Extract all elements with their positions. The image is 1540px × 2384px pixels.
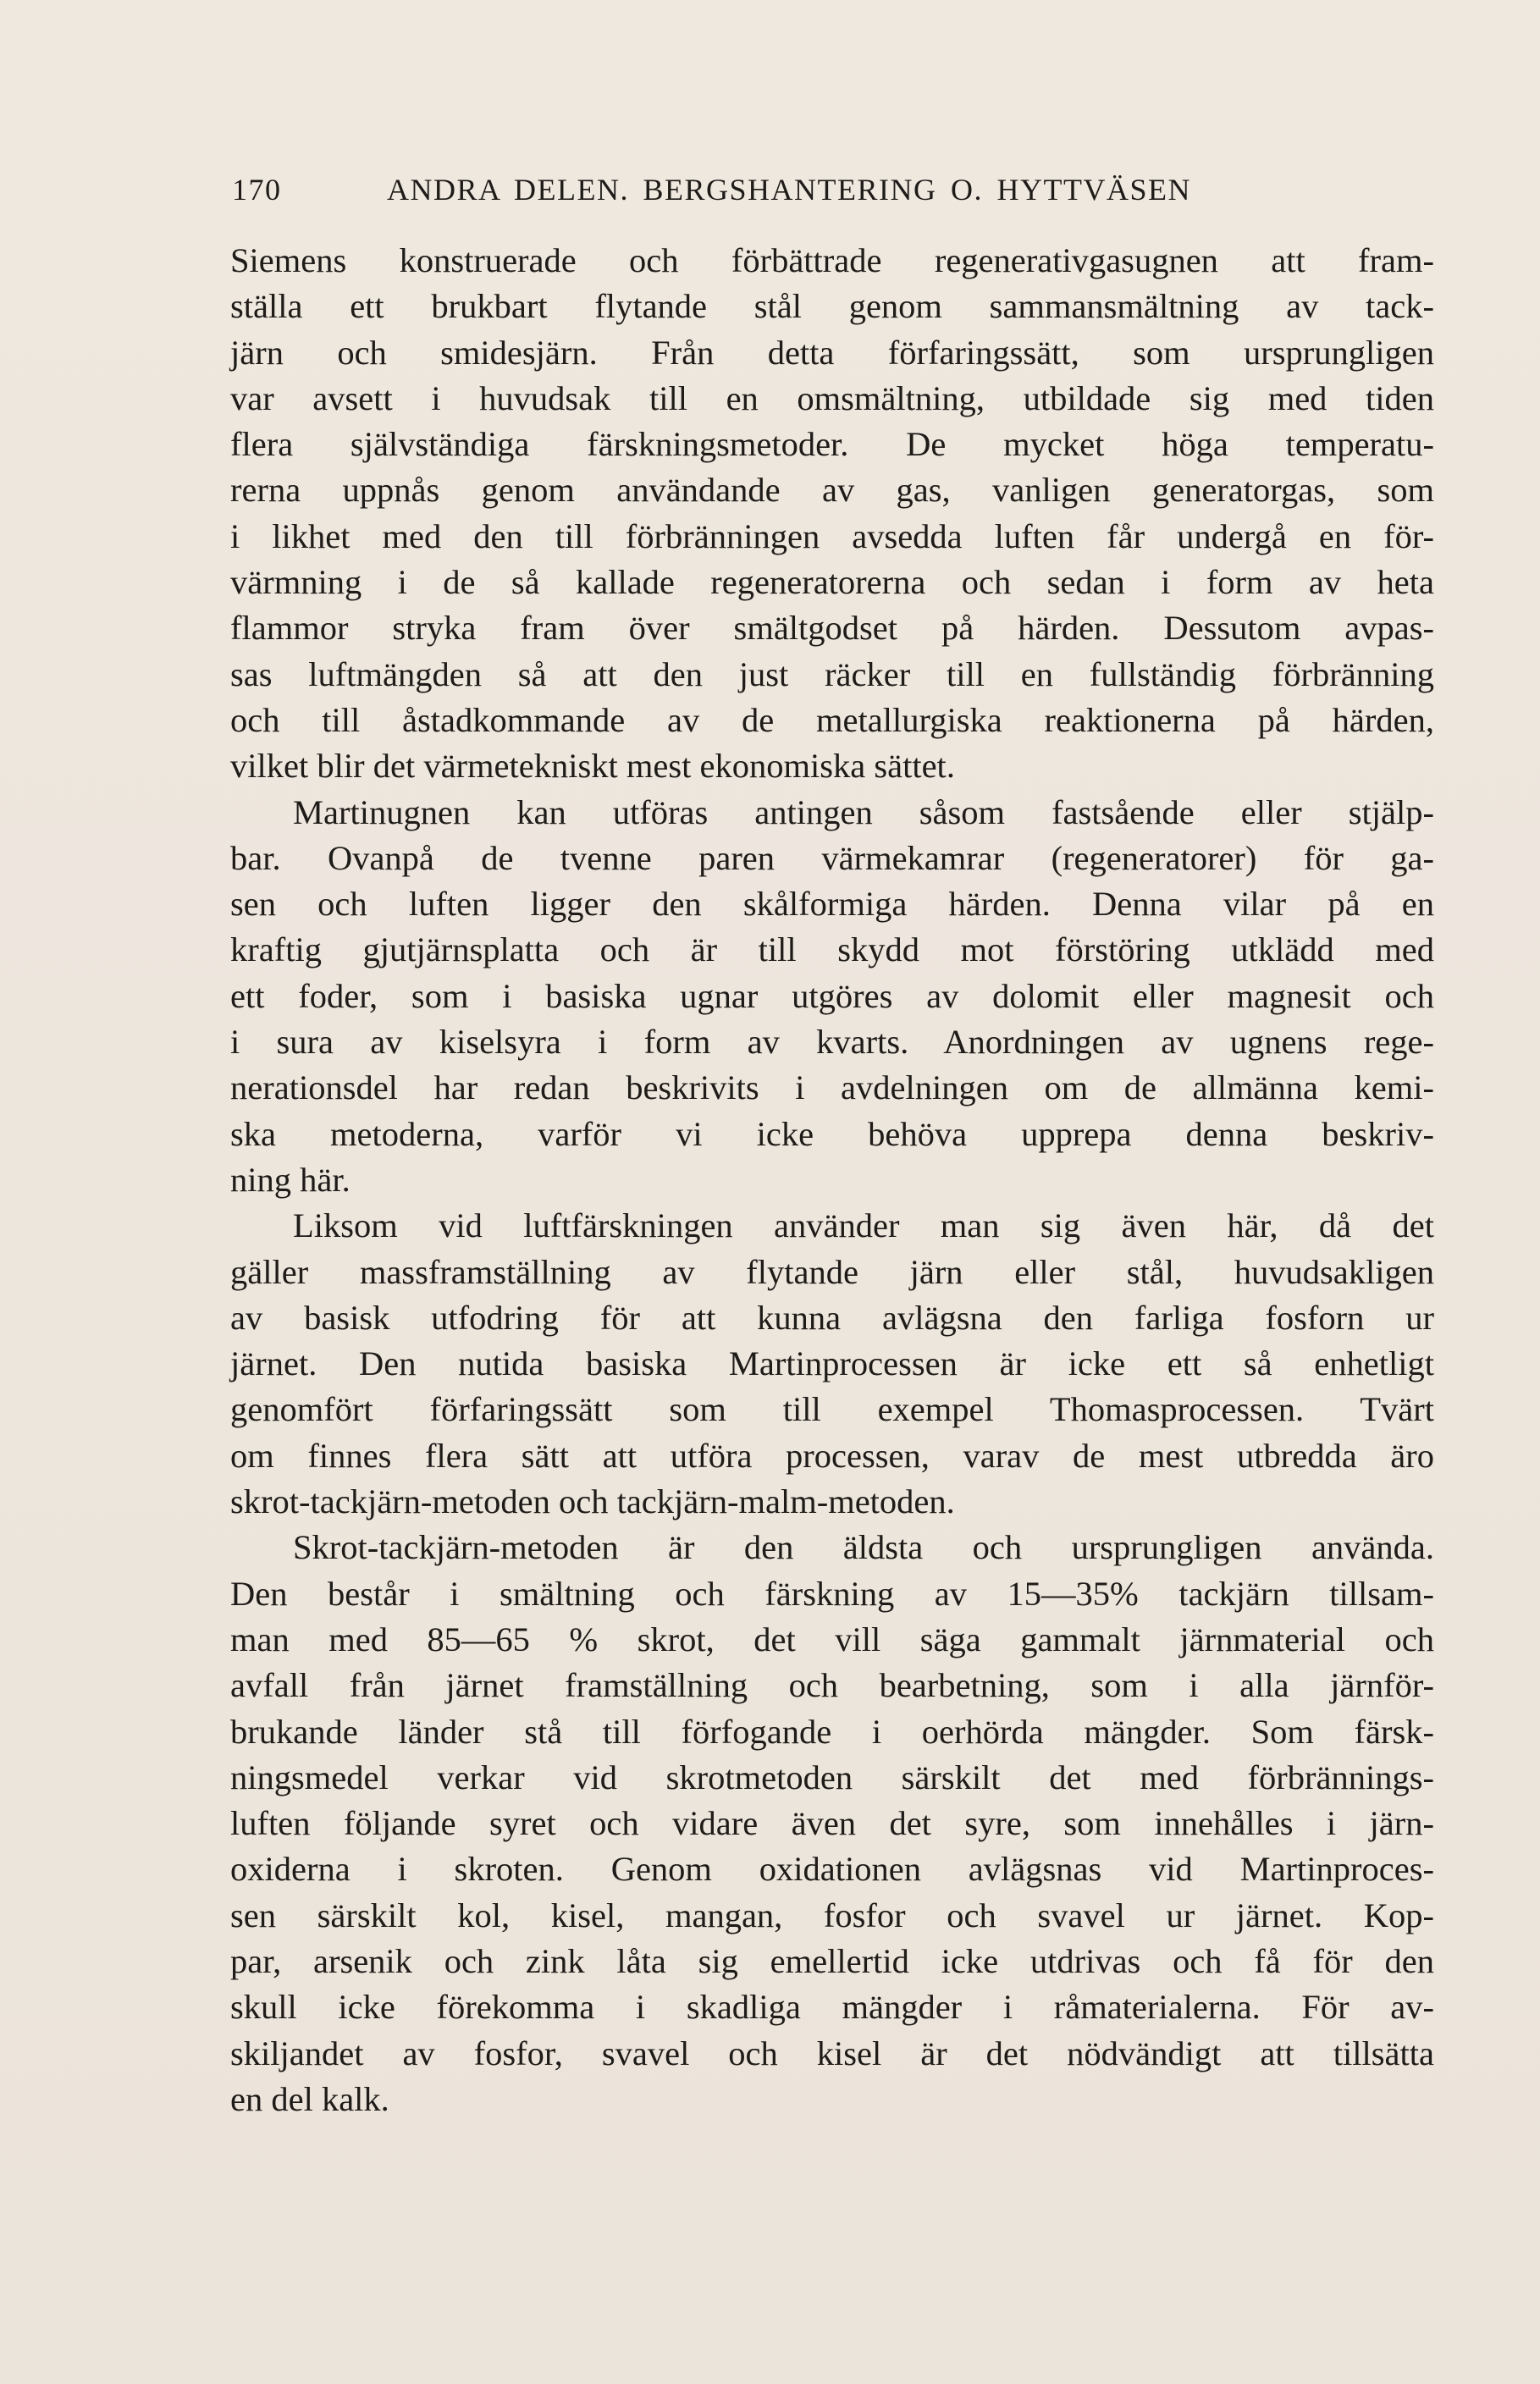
text-line: luften följande syret och vidare även det syre, som innehålles i järn- xyxy=(230,1804,1434,1843)
text-line: och till åstadkommande av de metallurgiska reaktionerna på härden, xyxy=(230,700,1434,739)
text-line: skrot-tackjärn-metoden och tackjärn-malm-metoden. xyxy=(230,1482,955,1521)
text-line: järn och smidesjärn. Från detta förfaringssätt, som ursprungligen xyxy=(230,333,1434,372)
text-line: vilket blir det värmetekniskt mest ekonomiska sättet. xyxy=(230,747,955,786)
text-line: ningsmedel verkar vid skrotmetoden särskilt det med förbrännings- xyxy=(230,1758,1434,1796)
text-line: en del kalk. xyxy=(230,2079,389,2118)
page-number: 170 xyxy=(232,173,282,207)
text-line: sen och luften ligger den skålformiga härden. Denna vilar på en xyxy=(230,885,1434,924)
text-line: Liksom vid luftfärskningen använder man sig även här, då det xyxy=(293,1206,1434,1245)
running-head xyxy=(232,169,1434,210)
text-line: brukande länder stå till förfogande i oerhörda mängder. Som färsk- xyxy=(230,1712,1434,1751)
text-line: Martinugnen kan utföras antingen såsom fastsående eller stjälp- xyxy=(293,792,1434,831)
text-line: genomfört förfaringssätt som till exempel Thomasprocessen. Tvärt xyxy=(230,1390,1434,1429)
text-line: ska metoderna, varför vi icke behöva upprepa denna beskriv- xyxy=(230,1114,1434,1153)
text-line: i likhet med den till förbränningen avsedda luften får undergå en för- xyxy=(230,516,1434,555)
text-line: rerna uppnås genom användande av gas, vanligen generatorgas, som xyxy=(230,471,1434,510)
text-line: Skrot-tackjärn-metoden är den äldsta och ursprungligen använda. xyxy=(293,1528,1434,1567)
text-line: om finnes flera sätt att utföra processen, varav de mest utbredda äro xyxy=(230,1436,1434,1475)
text-line: gäller massframställning av flytande järn eller stål, huvudsakligen xyxy=(230,1252,1434,1291)
text-line: flammor stryka fram över smältgodset på härden. Dessutom avpas- xyxy=(230,609,1434,648)
text-line: oxiderna i skroten. Genom oxidationen avlägsnas vid Martinproces- xyxy=(230,1850,1434,1889)
text-line: Siemens konstruerade och förbättrade regenerativgasugnen att fram- xyxy=(230,241,1434,279)
text-line: ning här. xyxy=(230,1160,351,1199)
text-line: i sura av kiselsyra i form av kvarts. Anordningen av ugnens rege- xyxy=(230,1023,1434,1062)
text-line: avfall från järnet framställning och bearbetning, som i alla järnför- xyxy=(230,1666,1434,1705)
running-title: ANDRA DELEN. BERGSHANTERING O. HYTTVÄSEN xyxy=(387,173,1191,207)
text-line: värmning i de så kallade regeneratorerna och sedan i form av heta xyxy=(230,563,1434,602)
text-line: var avsett i huvudsak till en omsmältning, utbildade sig med tiden xyxy=(230,378,1434,417)
text-line: man med 85—65 % skrot, det vill säga gammalt järnmaterial och xyxy=(230,1620,1434,1658)
text-line: sen särskilt kol, kisel, mangan, fosfor och svavel ur järnet. Kop- xyxy=(230,1896,1434,1934)
text-line: par, arsenik och zink låta sig emellertid icke utdrivas och få för den xyxy=(230,1941,1434,1980)
text-line: nerationsdel har redan beskrivits i avdelningen om de allmänna kemi- xyxy=(230,1068,1434,1107)
text-line: av basisk utfodring för att kunna avlägsna den farliga fosforn ur xyxy=(230,1298,1434,1337)
text-line: Den består i smältning och färskning av 15—35% tackjärn tillsam- xyxy=(230,1574,1434,1613)
text-line: ställa ett brukbart flytande stål genom sammansmältning av tack- xyxy=(230,287,1434,326)
text-line: kraftig gjutjärnsplatta och är till skydd mot förstöring utklädd med xyxy=(230,930,1434,969)
text-line: järnet. Den nutida basiska Martinprocessen är icke ett så enhetligt xyxy=(230,1344,1434,1383)
text-line: skull icke förekomma i skadliga mängder i råmaterialerna. För av- xyxy=(230,1988,1434,2027)
text-line: sas luftmängden så att den just räcker till en fullständig förbränning xyxy=(230,654,1434,693)
text-line: ett foder, som i basiska ugnar utgöres av dolomit eller magnesit och xyxy=(230,976,1434,1015)
text-line: flera självständiga färskningsmetoder. De mycket höga temperatu- xyxy=(230,425,1434,464)
body-text xyxy=(230,238,1434,2122)
text-line: bar. Ovanpå de tvenne paren värmekamrar (regeneratorer) för ga- xyxy=(230,838,1434,877)
text-line: skiljandet av fosfor, svavel och kisel är det nödvändigt att tillsätta xyxy=(230,2034,1434,2072)
